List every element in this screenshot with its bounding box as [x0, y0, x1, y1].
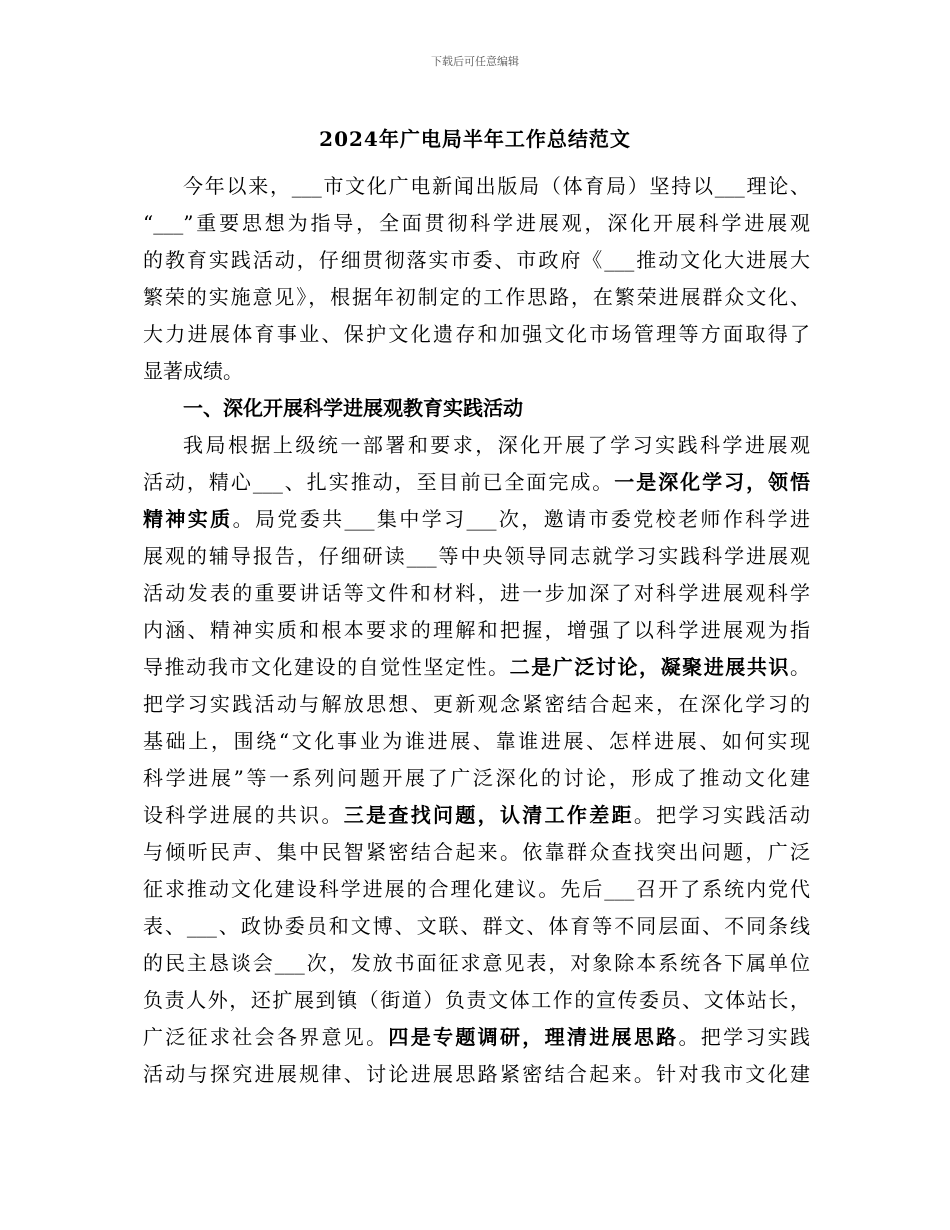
- text-line: [143, 686, 810, 723]
- text-line: [143, 353, 810, 390]
- text-segment: 。: [790, 655, 811, 679]
- text-segment: 基础上，围绕“文化事业为谁进展、靠谁进展、怎样进展、如何实现: [143, 729, 810, 753]
- text-segment: 。把学习实践活动: [633, 803, 811, 827]
- page-header: 下载后可任意编辑: [431, 55, 519, 68]
- text-line: [143, 279, 810, 316]
- text-line: [143, 834, 810, 871]
- text-line: [143, 501, 810, 538]
- text-line: [143, 427, 810, 464]
- bold-phrase: 精神实质: [143, 507, 233, 531]
- text-line: [143, 316, 810, 353]
- text-segment: 我局根据上级统一部署和要求，深化开展了学习实践科学进展观: [183, 433, 810, 457]
- text-segment: 活动，精心___、扎实推动，至目前已全面完成。: [143, 470, 615, 494]
- text-line: [143, 168, 810, 205]
- text-segment: 表、___、政协委员和文博、文联、群文、体育等不同层面、不同条线: [143, 914, 810, 938]
- text-segment: 显著成绩。: [143, 359, 243, 383]
- text-segment: 活动与探究进展规律、讨论进展思路紧密结合起来。针对我市文化建: [143, 1062, 810, 1086]
- text-segment: 大力进展体育事业、保护文化遗存和加强文化市场管理等方面取得了: [143, 322, 810, 346]
- text-line: [143, 538, 810, 575]
- text-segment: 负责人外，还扩展到镇（街道）负责文体工作的宣传委员、文体站长，: [143, 988, 810, 1012]
- document-body: [143, 168, 810, 1093]
- text-segment: “___”重要思想为指导，全面贯彻科学进展观，深化开展科学进展观: [143, 211, 810, 235]
- text-line: [143, 205, 810, 242]
- text-segment: 的教育实践活动，仔细贯彻落实市委、市政府《___推动文化大进展大: [143, 248, 810, 272]
- text-segment: 一、深化开展科学进展观教育实践活动: [183, 396, 523, 420]
- text-segment: 广泛征求社会各界意见。: [143, 1025, 389, 1049]
- text-segment: 征求推动文化建设科学进展的合理化建议。先后___召开了系统内党代: [143, 877, 810, 901]
- text-line: [143, 908, 810, 945]
- text-line: [143, 612, 810, 649]
- text-line: [143, 1056, 810, 1093]
- text-segment: 。局党委共___集中学习___次，邀请市委党校老师作科学进: [232, 507, 811, 531]
- text-line: [143, 797, 810, 834]
- bold-phrase: 二是广泛讨论，凝聚进展共识: [509, 655, 791, 679]
- section-heading: [143, 390, 810, 427]
- text-segment: 的民主恳谈会___次，发放书面征求意见表，对象除本系统各下属单位: [143, 951, 810, 975]
- text-segment: 把学习实践活动与解放思想、更新观念紧密结合起来，在深化学习的: [143, 692, 810, 716]
- text-segment: 导推动我市文化建设的自觉性坚定性。: [143, 655, 510, 679]
- text-segment: 科学进展”等一系列问题开展了广泛深化的讨论，形成了推动文化建: [143, 766, 810, 790]
- text-line: [143, 871, 810, 908]
- text-line: [143, 945, 810, 982]
- text-line: [143, 760, 810, 797]
- text-segment: 设科学进展的共识。: [143, 803, 344, 827]
- text-segment: 今年以来，___市文化广电新闻出版局（体育局）坚持以___理论、: [183, 174, 810, 198]
- text-segment: 。把学习实践: [678, 1025, 811, 1049]
- text-segment: 繁荣的实施意见》，根据年初制定的工作思路，在繁荣进展群众文化、: [143, 285, 810, 309]
- bold-phrase: 一是深化学习，领悟: [614, 470, 811, 494]
- text-line: [143, 242, 810, 279]
- document-title: 2024年广电局半年工作总结范文: [319, 127, 631, 151]
- text-segment: 活动发表的重要讲话等文件和材料，进一步加深了对科学进展观科学: [143, 581, 810, 605]
- bold-phrase: 三是查找问题，认清工作差距: [343, 803, 634, 827]
- text-segment: 展观的辅导报告，仔细研读___等中央领导同志就学习实践科学进展观: [143, 544, 810, 568]
- text-line: [143, 575, 810, 612]
- bold-phrase: 四是专题调研，理清进展思路: [388, 1025, 679, 1049]
- text-line: [143, 464, 810, 501]
- text-segment: 内涵、精神实质和根本要求的理解和把握，增强了以科学进展观为指: [143, 618, 810, 642]
- text-line: [143, 649, 810, 686]
- text-line: [143, 1019, 810, 1056]
- text-segment: 与倾听民声、集中民智紧密结合起来。依靠群众查找突出问题，广泛: [143, 840, 810, 864]
- text-line: [143, 723, 810, 760]
- text-line: [143, 982, 810, 1019]
